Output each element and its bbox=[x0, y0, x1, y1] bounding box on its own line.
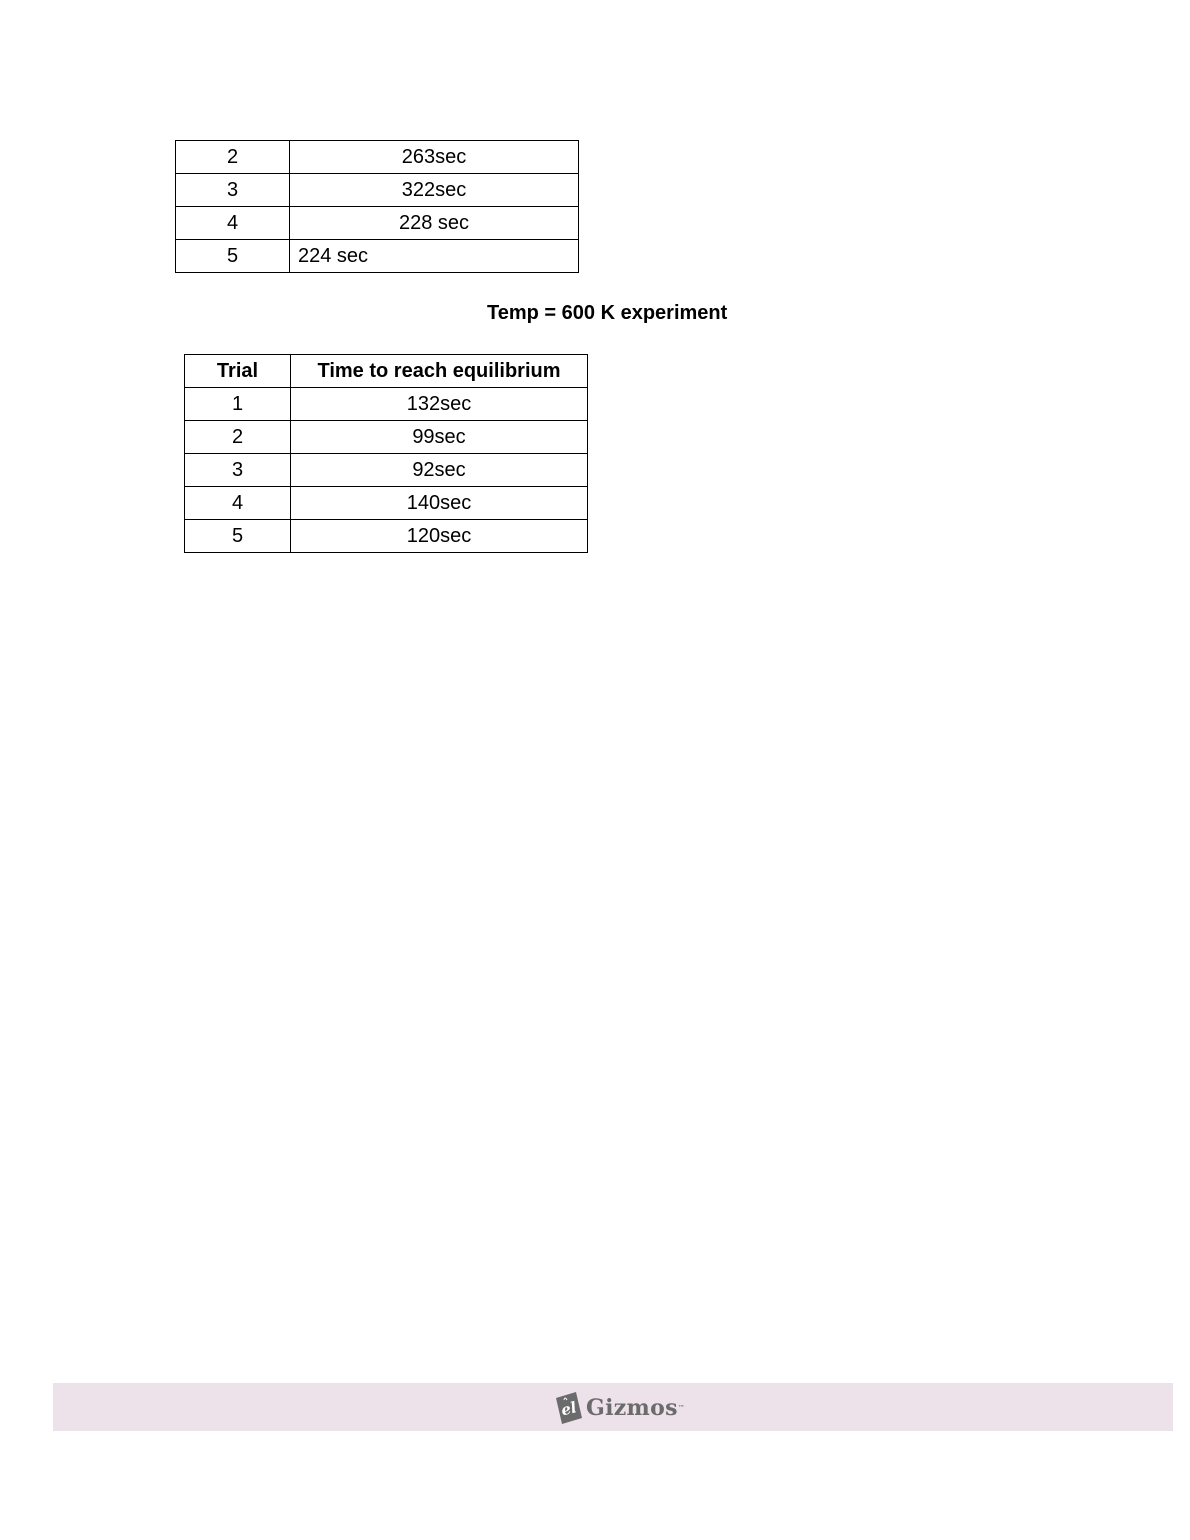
time-cell: 228 sec bbox=[290, 207, 579, 240]
trademark-mark: ™ bbox=[677, 1404, 685, 1412]
time-cell: 322sec bbox=[290, 174, 579, 207]
table-header-row bbox=[185, 355, 588, 388]
time-cell: 120sec bbox=[291, 520, 588, 553]
table-row bbox=[185, 421, 588, 454]
trial-times-table-continued bbox=[175, 140, 579, 273]
time-cell: 263sec bbox=[290, 141, 579, 174]
trial-cell: 4 bbox=[176, 207, 290, 240]
trial-cell: 2 bbox=[185, 421, 291, 454]
time-cell: 224 sec bbox=[290, 240, 579, 273]
trial-cell: 1 bbox=[185, 388, 291, 421]
trial-cell: 3 bbox=[176, 174, 290, 207]
el-logo-icon bbox=[552, 1390, 584, 1426]
time-cell: 140sec bbox=[291, 487, 588, 520]
svg-text:el: el bbox=[559, 1398, 579, 1420]
trial-times-table-600k bbox=[184, 354, 588, 553]
time-cell: 132sec bbox=[291, 388, 588, 421]
table-row bbox=[176, 207, 579, 240]
trial-cell: 5 bbox=[185, 520, 291, 553]
trial-cell: 2 bbox=[176, 141, 290, 174]
time-column-header: Time to reach equilibrium bbox=[291, 355, 588, 388]
trial-cell: 3 bbox=[185, 454, 291, 487]
table-row bbox=[176, 174, 579, 207]
time-cell: 99sec bbox=[291, 421, 588, 454]
trial-column-header: Trial bbox=[185, 355, 291, 388]
table-row bbox=[185, 388, 588, 421]
table-row bbox=[176, 141, 579, 174]
time-cell: 92sec bbox=[291, 454, 588, 487]
gizmos-logo bbox=[552, 1390, 685, 1426]
table-row bbox=[185, 520, 588, 553]
table-row bbox=[185, 487, 588, 520]
trial-cell: 5 bbox=[176, 240, 290, 273]
section-title: Temp = 600 K experiment bbox=[487, 302, 728, 324]
table-row bbox=[185, 454, 588, 487]
table-row bbox=[176, 240, 579, 273]
trial-cell: 4 bbox=[185, 487, 291, 520]
logo-text: Gizmos bbox=[586, 1395, 678, 1421]
